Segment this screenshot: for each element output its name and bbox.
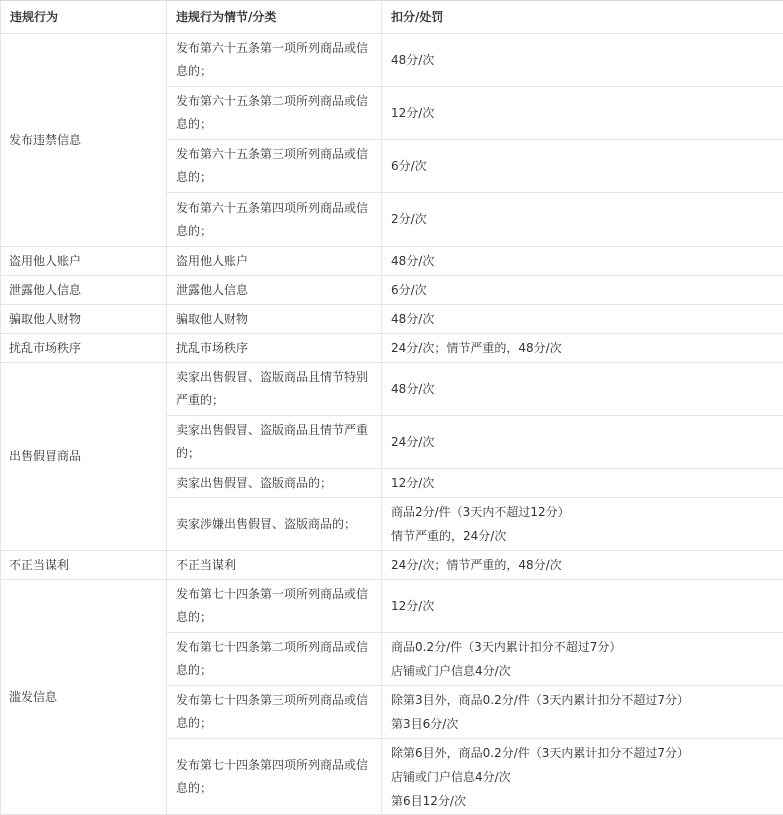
violation-detail-cell: 卖家涉嫌出售假冒、盗版商品的； <box>167 498 382 551</box>
violation-detail-cell: 发布第七十四条第四项所列商品或信息的； <box>167 739 382 815</box>
table-row <box>1 34 783 87</box>
penalty-cell <box>382 469 783 498</box>
penalty-cell <box>382 551 783 580</box>
violation-detail-cell: 卖家出售假冒、盗版商品且情节严重的； <box>167 416 382 469</box>
violation-detail-cell: 扰乱市场秩序 <box>167 334 382 363</box>
penalty-cell <box>382 193 783 247</box>
table-row <box>1 305 783 334</box>
penalty-cell <box>382 305 783 334</box>
violation-category-cell: 滥发信息 <box>1 580 167 815</box>
penalty-line: 48分/次 <box>391 250 774 273</box>
table-header <box>1 1 783 34</box>
violation-detail-cell: 卖家出售假冒、盗版商品且情节特别严重的； <box>167 363 382 416</box>
penalty-line: 店铺或门户信息4分/次 <box>391 765 774 789</box>
header-row <box>1 1 783 34</box>
penalty-line: 2分/次 <box>391 208 774 231</box>
violation-detail-cell: 发布第七十四条第一项所列商品或信息的； <box>167 580 382 633</box>
violation-detail-cell: 发布第六十五条第四项所列商品或信息的； <box>167 193 382 247</box>
table-row <box>1 334 783 363</box>
penalty-line: 6分/次 <box>391 279 774 302</box>
table-row <box>1 363 783 416</box>
penalty-line: 24分/次；情节严重的，48分/次 <box>391 554 774 577</box>
penalty-cell <box>382 363 783 416</box>
penalty-line: 24分/次；情节严重的，48分/次 <box>391 337 774 360</box>
penalty-line: 48分/次 <box>391 378 774 401</box>
penalty-cell <box>382 34 783 87</box>
table-row <box>1 580 783 633</box>
penalty-line: 商品0.2分/件（3天内累计扣分不超过7分） <box>391 635 774 659</box>
penalty-cell <box>382 276 783 305</box>
penalty-cell <box>382 498 783 551</box>
table-row <box>1 247 783 276</box>
penalty-cell <box>382 633 783 686</box>
violation-detail-cell: 发布第六十五条第三项所列商品或信息的； <box>167 140 382 193</box>
penalty-line: 第3目6分/次 <box>391 712 774 736</box>
table-row <box>1 276 783 305</box>
penalty-line: 情节严重的，24分/次 <box>391 524 774 548</box>
penalty-line: 商品2分/件（3天内不超过12分） <box>391 500 774 524</box>
penalty-line: 48分/次 <box>391 308 774 331</box>
violation-category-cell: 盗用他人账户 <box>1 247 167 276</box>
penalty-line: 12分/次 <box>391 472 774 495</box>
header-violation: 违规行为 <box>1 1 167 34</box>
table-body <box>1 34 783 815</box>
violation-category-cell: 发布违禁信息 <box>1 34 167 247</box>
violation-detail-cell: 发布第七十四条第三项所列商品或信息的； <box>167 686 382 739</box>
penalty-cell <box>382 247 783 276</box>
violation-detail-cell: 发布第六十五条第二项所列商品或信息的； <box>167 87 382 140</box>
penalty-cell <box>382 580 783 633</box>
penalty-cell <box>382 334 783 363</box>
penalty-line: 店铺或门户信息4分/次 <box>391 659 774 683</box>
penalty-line: 除第6目外，商品0.2分/件（3天内累计扣分不超过7分） <box>391 741 774 765</box>
penalty-cell <box>382 87 783 140</box>
penalty-line: 12分/次 <box>391 102 774 125</box>
penalty-line: 12分/次 <box>391 595 774 618</box>
penalty-line: 第6目12分/次 <box>391 789 774 813</box>
penalty-cell <box>382 140 783 193</box>
header-penalty: 扣分/处罚 <box>382 1 783 34</box>
violation-detail-cell: 骗取他人财物 <box>167 305 382 334</box>
violation-detail-cell: 卖家出售假冒、盗版商品的； <box>167 469 382 498</box>
penalty-cell <box>382 686 783 739</box>
penalty-cell <box>382 416 783 469</box>
violation-detail-cell: 盗用他人账户 <box>167 247 382 276</box>
violation-detail-cell: 发布第七十四条第二项所列商品或信息的； <box>167 633 382 686</box>
violation-detail-cell: 发布第六十五条第一项所列商品或信息的； <box>167 34 382 87</box>
header-detail-category: 违规行为情节/分类 <box>167 1 382 34</box>
penalty-cell <box>382 739 783 815</box>
violation-category-cell: 出售假冒商品 <box>1 363 167 551</box>
penalty-line: 除第3目外，商品0.2分/件（3天内累计扣分不超过7分） <box>391 688 774 712</box>
violation-detail-cell: 泄露他人信息 <box>167 276 382 305</box>
violation-detail-cell: 不正当谋利 <box>167 551 382 580</box>
violation-category-cell: 不正当谋利 <box>1 551 167 580</box>
violation-category-cell: 骗取他人财物 <box>1 305 167 334</box>
penalty-line: 6分/次 <box>391 155 774 178</box>
penalty-line: 48分/次 <box>391 49 774 72</box>
violation-category-cell: 泄露他人信息 <box>1 276 167 305</box>
penalty-line: 24分/次 <box>391 431 774 454</box>
violation-category-cell: 扰乱市场秩序 <box>1 334 167 363</box>
table-row <box>1 551 783 580</box>
